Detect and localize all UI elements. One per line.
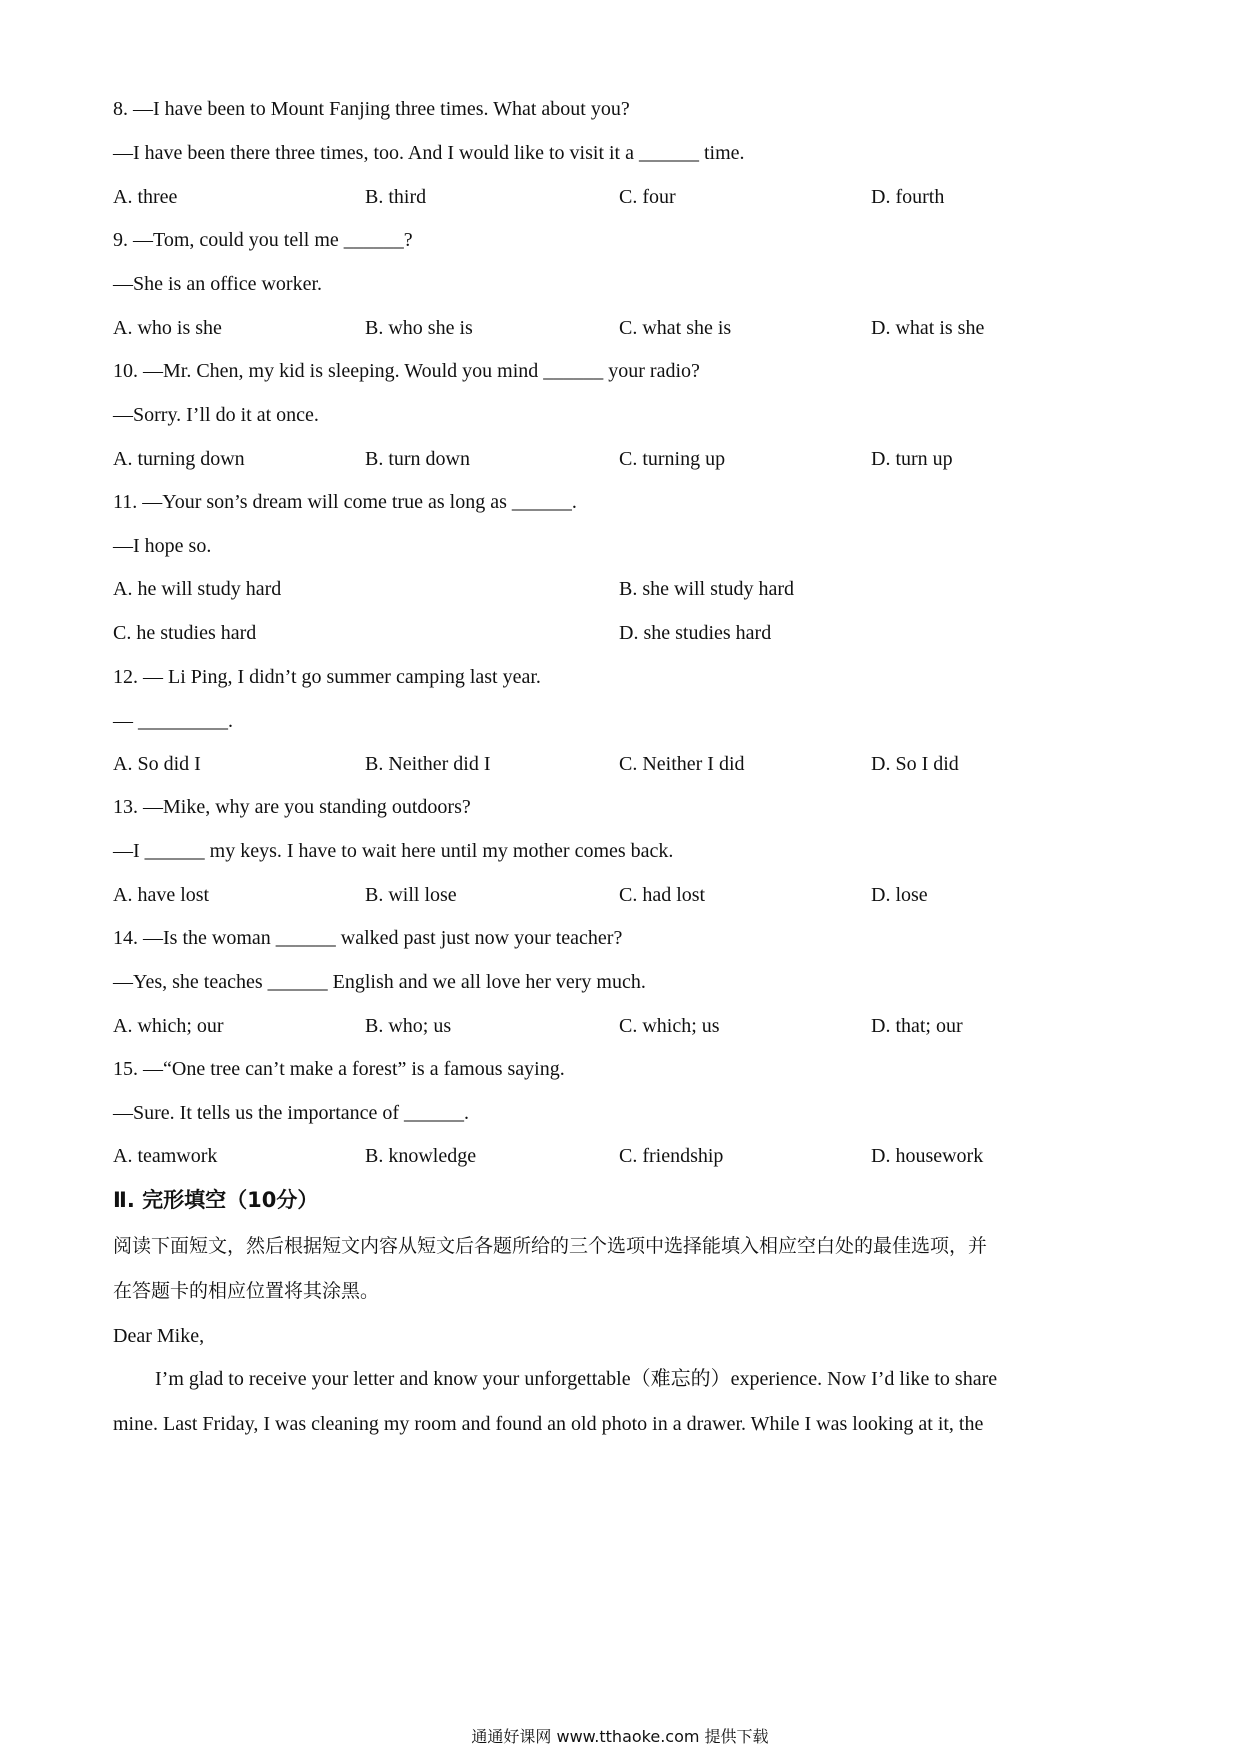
question-13-option-a: A. have lost: [113, 884, 210, 906]
question-10-option-a: A. turning down: [113, 448, 245, 470]
question-13-option-c: C. had lost: [619, 884, 706, 906]
question-14-option-c: C. which; us: [619, 1015, 720, 1037]
question-13-response: —I ______ my keys. I have to wait here until my mother comes back.: [113, 840, 674, 862]
question-15-response: —Sure. It tells us the importance of ______.: [113, 1102, 470, 1124]
question-11-option-b: B. she will study hard: [619, 578, 794, 600]
question-15-option-d: D. housework: [871, 1145, 984, 1167]
question-9-option-b: B. who she is: [365, 317, 473, 339]
question-11-option-a: A. he will study hard: [113, 578, 282, 600]
question-12-response: — _________.: [113, 710, 233, 732]
question-10-response: —Sorry. I’ll do it at once.: [113, 404, 319, 426]
question-8-stem: 8. —I have been to Mount Fanjing three times. What about you?: [113, 98, 630, 120]
question-10-option-d: D. turn up: [871, 448, 953, 470]
question-8-option-c: C. four: [619, 186, 676, 208]
page-footer: 通通好课网 www.tthaoke.com 提供下载: [471, 1727, 769, 1746]
question-14-response: —Yes, she teaches ______ English and we all love her very much.: [113, 971, 646, 993]
question-11-option-d: D. she studies hard: [619, 622, 772, 644]
question-10-option-b: B. turn down: [365, 448, 470, 470]
question-11-response: —I hope so.: [113, 535, 212, 557]
question-9-response: —She is an office worker.: [113, 273, 323, 295]
question-13-stem: 13. —Mike, why are you standing outdoors?: [113, 796, 471, 818]
question-9-option-a: A. who is she: [113, 317, 222, 339]
question-9-stem: 9. —Tom, could you tell me ______?: [113, 229, 413, 251]
question-8-option-b: B. third: [365, 186, 427, 208]
question-13-option-d: D. lose: [871, 884, 928, 906]
question-12-option-d: D. So I did: [871, 753, 959, 775]
section-heading: Ⅱ. 完形填空（10分）: [113, 1188, 319, 1212]
question-15-stem: 15. —“One tree can’t make a forest” is a famous saying.: [113, 1058, 565, 1080]
question-14-option-b: B. who; us: [365, 1015, 452, 1037]
question-10-option-c: C. turning up: [619, 448, 726, 470]
letter-line-1: I’m glad to receive your letter and know your unforgettable（难忘的）experience. Now I’d like to share: [155, 1368, 998, 1390]
question-15-option-a: A. teamwork: [113, 1145, 218, 1167]
question-14-option-d: D. that; our: [871, 1015, 963, 1037]
question-12-stem: 12. — Li Ping, I didn’t go summer camping last year.: [113, 666, 541, 688]
section-instruction-line-2: 在答题卡的相应位置将其涂黑。: [113, 1280, 380, 1302]
question-14-stem: 14. —Is the woman ______ walked past just now your teacher?: [113, 927, 623, 949]
question-10-stem: 10. —Mr. Chen, my kid is sleeping. Would you mind ______ your radio?: [113, 360, 700, 382]
question-11-stem: 11. —Your son’s dream will come true as long as ______.: [113, 491, 577, 513]
letter-greeting: Dear Mike,: [113, 1325, 205, 1347]
question-15-option-b: B. knowledge: [365, 1145, 477, 1167]
question-9-option-d: D. what is she: [871, 317, 985, 339]
question-12-option-c: C. Neither I did: [619, 753, 745, 775]
question-9-option-c: C. what she is: [619, 317, 732, 339]
question-15-option-c: C. friendship: [619, 1145, 724, 1167]
question-8-option-d: D. fourth: [871, 186, 945, 208]
section-instruction-line-1: 阅读下面短文，然后根据短文内容从短文后各题所给的三个选项中选择能填入相应空白处的最佳选项，并: [113, 1235, 988, 1257]
question-11-option-c: C. he studies hard: [113, 622, 257, 644]
letter-line-2: mine. Last Friday, I was cleaning my room and found an old photo in a drawer. While I was looking at it, the: [113, 1413, 984, 1435]
question-12-option-b: B. Neither did I: [365, 753, 491, 775]
question-13-option-b: B. will lose: [365, 884, 457, 906]
question-14-option-a: A. which; our: [113, 1015, 224, 1037]
question-12-option-a: A. So did I: [113, 753, 201, 775]
question-8-response: —I have been there three times, too. And I would like to visit it a ______ time.: [113, 142, 745, 164]
question-8-option-a: A. three: [113, 186, 178, 208]
